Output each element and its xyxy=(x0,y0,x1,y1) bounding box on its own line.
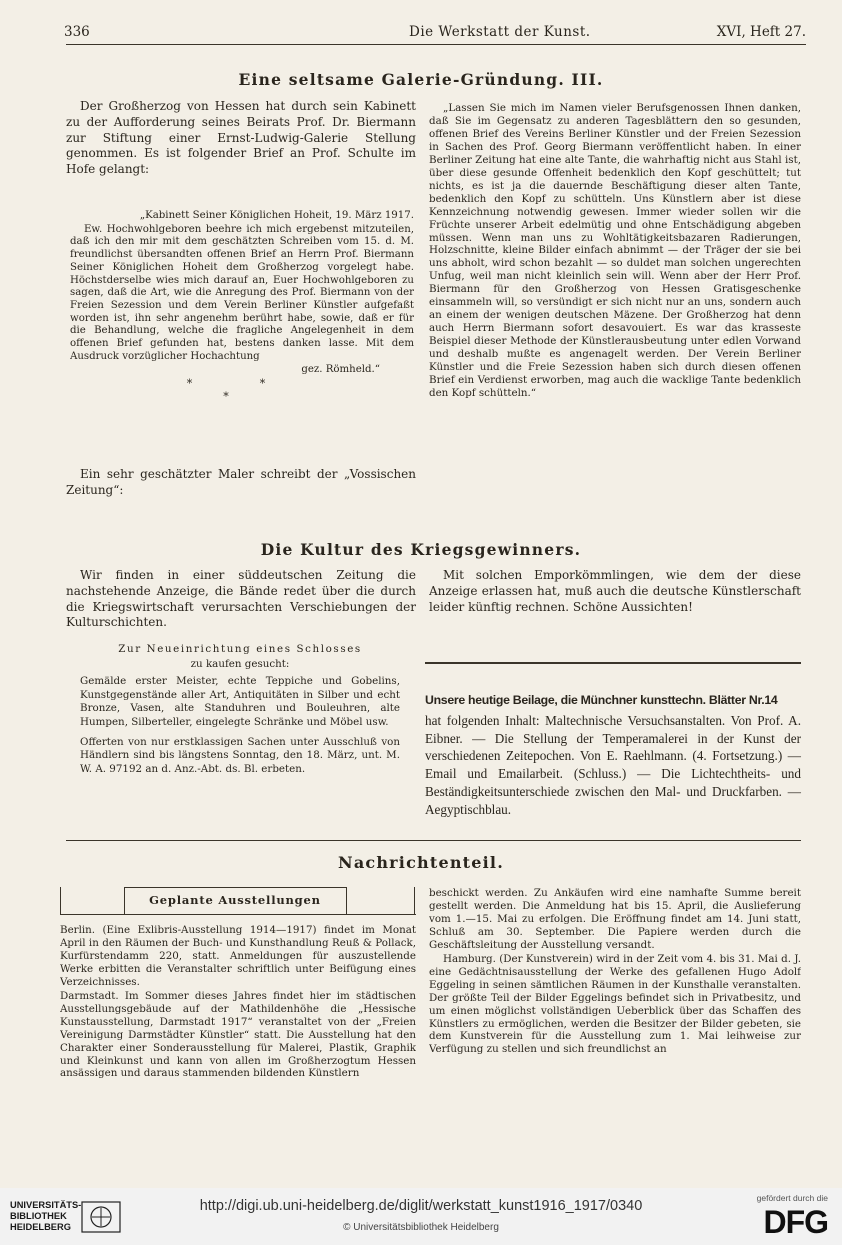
newspaper-advert xyxy=(80,643,400,833)
separator-star: * xyxy=(223,390,261,404)
news-left-column xyxy=(60,924,416,1179)
separator-stars: * * xyxy=(186,377,298,391)
nachrichten-title: Nachrichtenteil. xyxy=(338,853,504,872)
funding-note: gefördert durch die xyxy=(756,1193,828,1203)
news-darmstadt-cont: beschickt werden. Zu Ankäufen wird eine namhafte Summe bereit gestellt werden. Die Anmeldung hat bis 15. April, die Auslieferung vom 1.—15. Mai zu erfolgen. Die Eröffnung findet am 14. Juni statt, Schluß am 30. September. Die Papiere werden durch die Geschäftsleitung der Ausstellung versandt. xyxy=(429,887,801,951)
advert-heading: Zur Neueinrichtung eines Schlosses xyxy=(118,643,362,655)
kultur-intro: Wir finden in einer süddeutschen Zeitung die nachstehende Anzeige, die Bände redet über die durch die Kriegswirtschaft verursachten Verschiebungen der Kulturschichten. xyxy=(66,568,416,630)
news-darmstadt: Darmstadt. Im Sommer dieses Jahres findet hier im städtischen Ausstellungsgebäude auf der Mathildenhöhe die „Hessische Kunstausstellung, Darmstadt 1917“ veranstaltet von der „Freien Vereinigung Darmstädter Künstler“ statt. Die Ausstellung hat den Charakter einer Sonderausstellung für Malerei, Plastik, Graphik und Kleinkunst und kann von allen im Großherzogtum Hessen ansässigen und daraus stammenden bildenden Künstlern xyxy=(60,989,416,1080)
article-galerie-intro: Der Großherzog von Hessen hat durch sein Kabinett zu der Aufforderung seines Beirats Prof. Dr. Biermann zur Stiftung einer Ernst-Ludwig-Galerie Stellung genommen. Es ist folgender Brief an Prof. Schulte im Hofe gelangt: xyxy=(66,99,416,177)
letter-dateline: „Kabinett Seiner Königlichen Hoheit, 19. März 1917. xyxy=(139,210,414,221)
article-title-kultur: Die Kultur des Kriegsgewinners. xyxy=(260,540,582,559)
digitization-footer xyxy=(0,1188,842,1245)
permalink-url[interactable]: http://digi.ub.uni-heidelberg.de/diglit/werkstatt_kunst1916_1917/0340 xyxy=(199,1198,643,1214)
advert-offer: Offerten von nur erstklassigen Sachen unter Ausschluß von Händlern sind bis längstens Sonntag, den 18. März, unt. M. W. A. 97192 an d. Anz.-Abt. ds. Bl. erbeten. xyxy=(80,735,400,775)
article-title-galerie: Eine seltsame Galerie-Gründung. III. xyxy=(238,70,604,89)
page-number: 336 xyxy=(64,24,90,40)
running-header xyxy=(64,22,806,44)
ausstellungen-box xyxy=(60,887,416,915)
letter-signature: gez. Römheld.“ xyxy=(301,364,380,376)
running-title: Die Werkstatt der Kunst. xyxy=(409,24,591,40)
vossische-letter: „Lassen Sie mich im Namen vieler Berufsgenossen Ihnen danken, daß Sie im Gegensatz zu anderen Tagesblättern den so gesunden, offenen Brief des Vereins Berliner Künstler und der Freien Sezession in Sachen des Prof. Georg Biermann veröffentlicht haben. In einer Berliner Zeitung hat eine alte Tante, die wahrhaftig nicht aus Stahl ist, über diese gesunde Offenheit bedenklich den Kopf geschüttelt; tut nichts, es ist ja die dauernde Beschäftigung dieser alten Tante, bedenklich den Kopf zu schütteln. Uns Künstlern aber ist diese Kennzeichnung notwendig gewesen. Immer wieder sollen wir die Früchte unserer Arbeit edelmütig und ohne Entschädigung abgeben müssen. Wenn man uns zu Wohltätigkeitsbazaren Radierungen, Holzschnitte, kleine Bilder einfach abnimmt — der Träger der sie bei uns abholt, wird schon bezahlt — so duldet man solchen ungerechten Unfug, weil man nicht kleinlich sein will. Wenn aber der Herr Prof. Biermann für den Großherzog von Hessen Gratisgeschenke einsammeln will, so versündigt er sich nicht nur an uns, sondern auch an einem der wenigen deutschen Mäzene. Der Großherzog hat denn auch Herrn Biermann sofort desavouiert. Es war das krasseste Beispiel dieser Methode der Künstlerausbeutung unter edlen Vorwand und deshalb mußte es angenagelt werden. Der Verein Berliner Künstler und die Freie Sezession haben sich durch diesen offenen Brief ein Verdienst erworben, mag auch die wacklige Tante bedenklich den Kopf schütteln.“ xyxy=(429,102,801,399)
dfg-logo[interactable]: DFG xyxy=(763,1204,828,1240)
section-rule xyxy=(66,840,801,841)
beilage-heading: Unsere heutige Beilage, die Münchner kunsttechn. Blätter Nr.14 xyxy=(425,693,778,707)
news-berlin: Berlin. (Eine Exlibris-Ausstellung 1914—1917) findet im Monat April in den Räumen der Buch- und Kunsthandlung Reuß & Pollack, Kurfürstendamm 220, statt. Anmeldungen für auszustellende Werke erbitten die Veranstalter schriftlich unter Beifügung eines Verzeichnisses. xyxy=(60,924,416,988)
letter-body: Ew. Hochwohlgeboren beehre ich mich ergebenst mitzuteilen, daß ich den mir mit dem geschätzten Schreiben vom 15. d. M. freundlichst übersandten offenen Brief an Herrn Prof. Biermann Seiner Königlichen Hoheit dem Großherzog vorgelegt habe. Höchstderselbe wies mich darauf an, Euer Hochwohlgeboren zu sagen, daß die Art, wie die Anregung des Prof. Biermann von der Freien Sezession und dem Verein Berliner Künstler aufgefaßt worden ist, ihn sehr angenehm berührt habe, sowie, daß er für die Behandlung, welche die fragliche Angelegenheit in dem offenen Brief gefunden hat, bestens danken lasse. Mit dem Ausdruck vorzüglicher Hochachtung xyxy=(70,223,414,362)
beilage-contents: hat folgenden Inhalt: Maltechnische Versuchsanstalten. Von Prof. A. Eibner. — Die Stellung der Temperamalerei in der Kunst der verschiedenen Zeitepochen. Von E. Raehlmann. (4. Fortsetzung.) — Email und Emailarbeit. (Schluss.) — Die Lichtechtheits- und Beständigkeitsunterschiede zwischen den Mal- und Druckfarben. — Aegyptischblau. xyxy=(425,713,801,817)
advert-subheading: zu kaufen gesucht: xyxy=(190,657,290,670)
kultur-comment: Mit solchen Emporkömmlingen, wie dem der diese Anzeige erlassen hat, muß auch die deutsche Künstlerschaft leider künftig rechnen. Schöne Aussichten! xyxy=(429,568,801,614)
copyright-notice: © Universitätsbibliothek Heidelberg xyxy=(343,1222,499,1233)
vossische-intro: Ein sehr geschätzter Maler schreibt der „Vossischen Zeitung“: xyxy=(66,467,416,497)
advert-body: Gemälde erster Meister, echte Teppiche und Gobelins, Kunstgegenstände aller Art, Antiquitäten in Silber und echt Bronze, Vasen, alte Standuhren und Bouleuhren, alte Humpen, Silberteller, eingelegte Schränke und Möbel usw. xyxy=(80,675,400,728)
news-hamburg: Hamburg. (Der Kunstverein) wird in der Zeit vom 4. bis 31. Mai d. J. eine Gedächtnisausstellung der Werke des gefallenen Hugo Adolf Eggeling in seinen sämtlichen Räumen in der Kunsthalle veranstalten. Der größte Teil der Bilder Eggelings befindet sich in Privatbesitz, und um einen möglichst vollständigen Ueberblick über das Schaffen des Künstlers zu ermöglichen, werden die Besitzer der Bilder gebeten, sie dem Kunstverein für die Ausstellung zum 1. Mai leihweise zur Verfügung zu stellen und sich freundlichst an xyxy=(429,952,801,1056)
ausstellungen-label: Geplante Ausstellungen xyxy=(149,893,321,907)
beilage-rule xyxy=(425,662,801,664)
issue-label: XVI, Heft 27. xyxy=(716,24,806,40)
cabinet-letter xyxy=(70,210,414,425)
news-right-column xyxy=(429,887,801,1182)
library-logo[interactable]: UNIVERSITÄTS- BIBLIOTHEK HEIDELBERG xyxy=(10,1200,82,1232)
header-rule xyxy=(66,44,806,45)
